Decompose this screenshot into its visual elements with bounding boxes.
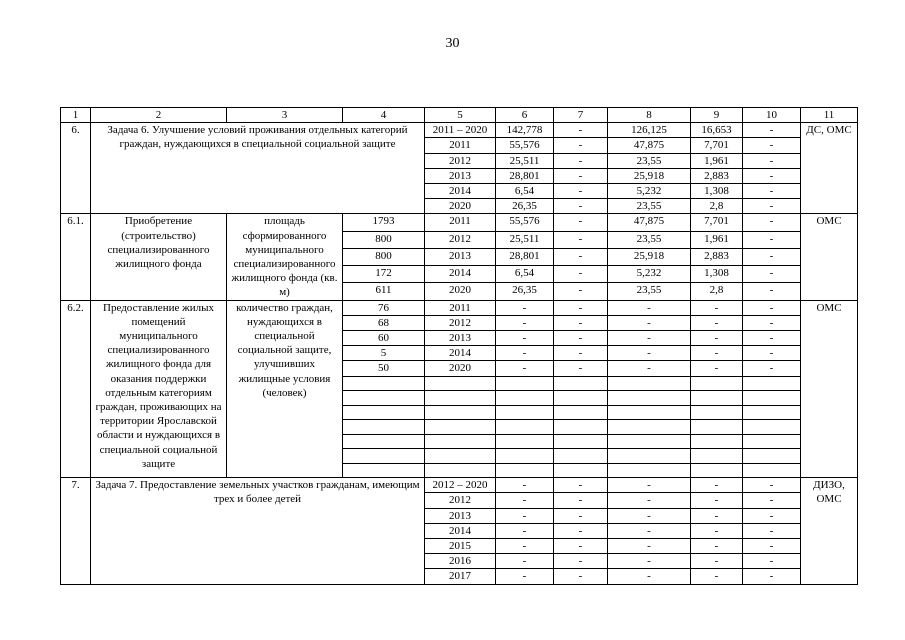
year-cell: 2013	[425, 168, 496, 183]
empty-cell	[691, 376, 743, 391]
year-cell: 2016	[425, 554, 496, 569]
local-funding-cell: 1,308	[691, 266, 743, 283]
total-funding-cell: -	[496, 554, 554, 569]
local-funding-cell: -	[691, 346, 743, 361]
other-funding-cell: -	[743, 138, 801, 153]
other-funding-cell: -	[743, 493, 801, 508]
regional-funding-cell: 23,55	[608, 231, 691, 248]
regional-funding-cell: 25,918	[608, 168, 691, 183]
regional-funding-cell: 47,875	[608, 138, 691, 153]
empty-cell	[496, 391, 554, 406]
year-cell: 2012 – 2020	[425, 478, 496, 493]
local-funding-cell: -	[691, 508, 743, 523]
total-funding-cell: 28,801	[496, 168, 554, 183]
section-number: 6.1.	[61, 214, 91, 300]
year-cell: 2012	[425, 493, 496, 508]
total-funding-cell: 28,801	[496, 248, 554, 265]
indicator-value: 800	[343, 231, 425, 248]
federal-funding-cell: -	[554, 300, 608, 315]
empty-cell	[496, 405, 554, 420]
other-funding-cell: -	[743, 315, 801, 330]
local-funding-cell: 1,961	[691, 231, 743, 248]
empty-cell	[691, 449, 743, 464]
federal-funding-cell: -	[554, 331, 608, 346]
local-funding-cell: -	[691, 569, 743, 584]
other-funding-cell: -	[743, 199, 801, 214]
empty-cell	[608, 405, 691, 420]
column-number-cell: 1	[61, 108, 91, 123]
federal-funding-cell: -	[554, 283, 608, 300]
total-funding-cell: 55,576	[496, 138, 554, 153]
federal-funding-cell: -	[554, 523, 608, 538]
column-number-cell: 10	[743, 108, 801, 123]
other-funding-cell: -	[743, 346, 801, 361]
empty-cell	[554, 405, 608, 420]
empty-cell	[554, 391, 608, 406]
empty-cell	[496, 463, 554, 478]
federal-funding-cell: -	[554, 248, 608, 265]
indicator-value: 5	[343, 346, 425, 361]
empty-cell	[608, 420, 691, 435]
federal-funding-cell: -	[554, 214, 608, 231]
federal-funding-cell: -	[554, 199, 608, 214]
indicator-value: 76	[343, 300, 425, 315]
empty-cell	[343, 391, 425, 406]
regional-funding-cell: 5,232	[608, 266, 691, 283]
total-funding-cell: 6,54	[496, 266, 554, 283]
federal-funding-cell: -	[554, 184, 608, 199]
total-funding-cell: 55,576	[496, 214, 554, 231]
regional-funding-cell: -	[608, 478, 691, 493]
empty-cell	[425, 405, 496, 420]
empty-cell	[425, 391, 496, 406]
local-funding-cell: -	[691, 478, 743, 493]
executor-cell: ОМС	[801, 214, 858, 300]
year-cell: 2020	[425, 283, 496, 300]
regional-funding-cell: -	[608, 331, 691, 346]
local-funding-cell: -	[691, 554, 743, 569]
other-funding-cell: -	[743, 123, 801, 138]
empty-cell	[608, 463, 691, 478]
regional-funding-cell: -	[608, 493, 691, 508]
section-number: 7.	[61, 478, 91, 584]
year-cell: 2014	[425, 266, 496, 283]
local-funding-cell: 7,701	[691, 138, 743, 153]
empty-cell	[343, 449, 425, 464]
total-funding-cell: 25,511	[496, 153, 554, 168]
regional-funding-cell: 47,875	[608, 214, 691, 231]
other-funding-cell: -	[743, 168, 801, 183]
empty-cell	[496, 376, 554, 391]
federal-funding-cell: -	[554, 266, 608, 283]
other-funding-cell: -	[743, 184, 801, 199]
year-cell: 2017	[425, 569, 496, 584]
column-number-cell: 11	[801, 108, 858, 123]
year-cell: 2013	[425, 248, 496, 265]
total-funding-cell: -	[496, 331, 554, 346]
total-funding-cell: -	[496, 569, 554, 584]
total-funding-cell: -	[496, 361, 554, 376]
section-number: 6.	[61, 123, 91, 214]
federal-funding-cell: -	[554, 508, 608, 523]
year-cell: 2012	[425, 315, 496, 330]
federal-funding-cell: -	[554, 554, 608, 569]
year-cell: 2012	[425, 231, 496, 248]
federal-funding-cell: -	[554, 346, 608, 361]
regional-funding-cell: -	[608, 346, 691, 361]
federal-funding-cell: -	[554, 569, 608, 584]
regional-funding-cell: 126,125	[608, 123, 691, 138]
program-table	[60, 107, 858, 585]
year-cell: 2020	[425, 361, 496, 376]
total-funding-cell: 142,778	[496, 123, 554, 138]
federal-funding-cell: -	[554, 315, 608, 330]
empty-cell	[691, 405, 743, 420]
local-funding-cell: -	[691, 331, 743, 346]
other-funding-cell: -	[743, 153, 801, 168]
total-funding-cell: 26,35	[496, 283, 554, 300]
other-funding-cell: -	[743, 523, 801, 538]
empty-cell	[425, 420, 496, 435]
empty-cell	[608, 449, 691, 464]
local-funding-cell: 2,883	[691, 248, 743, 265]
local-funding-cell: 16,653	[691, 123, 743, 138]
federal-funding-cell: -	[554, 168, 608, 183]
empty-cell	[554, 376, 608, 391]
regional-funding-cell: -	[608, 315, 691, 330]
regional-funding-cell: 25,918	[608, 248, 691, 265]
federal-funding-cell: -	[554, 361, 608, 376]
other-funding-cell: -	[743, 248, 801, 265]
indicator-value: 60	[343, 331, 425, 346]
column-number-cell: 8	[608, 108, 691, 123]
table-body	[61, 108, 858, 585]
column-number-cell: 6	[496, 108, 554, 123]
federal-funding-cell: -	[554, 478, 608, 493]
local-funding-cell: -	[691, 538, 743, 553]
year-cell: 2014	[425, 184, 496, 199]
total-funding-cell: -	[496, 300, 554, 315]
other-funding-cell: -	[743, 478, 801, 493]
indicator-value: 172	[343, 266, 425, 283]
empty-cell	[743, 420, 801, 435]
other-funding-cell: -	[743, 538, 801, 553]
indicator-name: площадь сформированного муниципального специализированного жилищного фонда (кв. м)	[227, 214, 343, 300]
empty-cell	[343, 420, 425, 435]
year-cell: 2011	[425, 214, 496, 231]
empty-cell	[425, 376, 496, 391]
local-funding-cell: 2,883	[691, 168, 743, 183]
empty-cell	[343, 376, 425, 391]
empty-cell	[743, 434, 801, 449]
empty-cell	[343, 405, 425, 420]
other-funding-cell: -	[743, 361, 801, 376]
column-number-cell: 3	[227, 108, 343, 123]
year-cell: 2014	[425, 523, 496, 538]
indicator-name: количество граждан, нуждающихся в специальной социальной защите, улучшивших жилищные условия (человек)	[227, 300, 343, 478]
empty-cell	[343, 434, 425, 449]
regional-funding-cell: -	[608, 523, 691, 538]
federal-funding-cell: -	[554, 123, 608, 138]
local-funding-cell: -	[691, 315, 743, 330]
task-title: Задача 6. Улучшение условий проживания отдельных категорий граждан, нуждающихся в специальной социальной защите	[91, 123, 425, 214]
empty-cell	[496, 449, 554, 464]
regional-funding-cell: 23,55	[608, 199, 691, 214]
empty-cell	[743, 449, 801, 464]
regional-funding-cell: 23,55	[608, 153, 691, 168]
task-title: Задача 7. Предоставление земельных участков гражданам, имеющим трех и более детей	[91, 478, 425, 584]
year-cell: 2015	[425, 538, 496, 553]
regional-funding-cell: -	[608, 554, 691, 569]
total-funding-cell: -	[496, 315, 554, 330]
empty-cell	[743, 463, 801, 478]
indicator-value: 800	[343, 248, 425, 265]
year-cell: 2013	[425, 508, 496, 523]
empty-cell	[608, 391, 691, 406]
year-cell: 2020	[425, 199, 496, 214]
other-funding-cell: -	[743, 283, 801, 300]
empty-cell	[608, 376, 691, 391]
local-funding-cell: -	[691, 493, 743, 508]
empty-cell	[425, 449, 496, 464]
column-number-cell: 2	[91, 108, 227, 123]
other-funding-cell: -	[743, 214, 801, 231]
empty-cell	[743, 405, 801, 420]
total-funding-cell: -	[496, 478, 554, 493]
column-number-row	[61, 108, 858, 123]
other-funding-cell: -	[743, 331, 801, 346]
total-funding-cell: -	[496, 538, 554, 553]
local-funding-cell: 7,701	[691, 214, 743, 231]
year-cell: 2011	[425, 138, 496, 153]
total-funding-cell: -	[496, 523, 554, 538]
local-funding-cell: -	[691, 523, 743, 538]
indicator-value: 50	[343, 361, 425, 376]
local-funding-cell: 1,308	[691, 184, 743, 199]
total-funding-cell: -	[496, 346, 554, 361]
other-funding-cell: -	[743, 569, 801, 584]
measure-name: Приобретение (строительство) специализированного жилищного фонда	[91, 214, 227, 300]
column-number-cell: 5	[425, 108, 496, 123]
regional-funding-cell: 5,232	[608, 184, 691, 199]
federal-funding-cell: -	[554, 493, 608, 508]
federal-funding-cell: -	[554, 138, 608, 153]
table-row	[61, 123, 858, 138]
empty-cell	[691, 463, 743, 478]
executor-cell: ОМС	[801, 300, 858, 478]
regional-funding-cell: -	[608, 508, 691, 523]
section-number: 6.2.	[61, 300, 91, 478]
empty-cell	[554, 463, 608, 478]
local-funding-cell: 2,8	[691, 199, 743, 214]
total-funding-cell: -	[496, 508, 554, 523]
regional-funding-cell: -	[608, 569, 691, 584]
total-funding-cell: 6,54	[496, 184, 554, 199]
empty-cell	[608, 434, 691, 449]
empty-cell	[496, 420, 554, 435]
regional-funding-cell: -	[608, 300, 691, 315]
federal-funding-cell: -	[554, 153, 608, 168]
indicator-value: 68	[343, 315, 425, 330]
year-cell: 2012	[425, 153, 496, 168]
executor-cell: ДИЗО, ОМС	[801, 478, 858, 584]
total-funding-cell: 25,511	[496, 231, 554, 248]
table-row	[61, 300, 858, 315]
federal-funding-cell: -	[554, 231, 608, 248]
empty-cell	[743, 391, 801, 406]
year-cell: 2014	[425, 346, 496, 361]
other-funding-cell: -	[743, 300, 801, 315]
empty-cell	[554, 449, 608, 464]
local-funding-cell: 1,961	[691, 153, 743, 168]
empty-cell	[343, 463, 425, 478]
local-funding-cell: -	[691, 300, 743, 315]
empty-cell	[425, 434, 496, 449]
other-funding-cell: -	[743, 231, 801, 248]
empty-cell	[691, 420, 743, 435]
year-cell: 2011 – 2020	[425, 123, 496, 138]
empty-cell	[425, 463, 496, 478]
local-funding-cell: 2,8	[691, 283, 743, 300]
column-number-cell: 9	[691, 108, 743, 123]
other-funding-cell: -	[743, 508, 801, 523]
empty-cell	[691, 434, 743, 449]
column-number-cell: 4	[343, 108, 425, 123]
page-number: 30	[445, 36, 460, 51]
local-funding-cell: -	[691, 361, 743, 376]
table-row	[61, 214, 858, 231]
indicator-value: 611	[343, 283, 425, 300]
empty-cell	[554, 434, 608, 449]
table-row	[61, 478, 858, 493]
regional-funding-cell: -	[608, 361, 691, 376]
other-funding-cell: -	[743, 266, 801, 283]
empty-cell	[554, 420, 608, 435]
year-cell: 2013	[425, 331, 496, 346]
empty-cell	[743, 376, 801, 391]
year-cell: 2011	[425, 300, 496, 315]
total-funding-cell: -	[496, 493, 554, 508]
executor-cell: ДС, ОМС	[801, 123, 858, 214]
other-funding-cell: -	[743, 554, 801, 569]
empty-cell	[496, 434, 554, 449]
federal-funding-cell: -	[554, 538, 608, 553]
empty-cell	[691, 391, 743, 406]
measure-name: Предоставление жилых помещений муниципального специализированного жилищного фонда для оказания поддержки отдельным категориям граждан, проживающих на территории Ярославской области и нуждающихся в специальной социальной защите	[91, 300, 227, 478]
indicator-value: 1793	[343, 214, 425, 231]
regional-funding-cell: -	[608, 538, 691, 553]
regional-funding-cell: 23,55	[608, 283, 691, 300]
total-funding-cell: 26,35	[496, 199, 554, 214]
column-number-cell: 7	[554, 108, 608, 123]
